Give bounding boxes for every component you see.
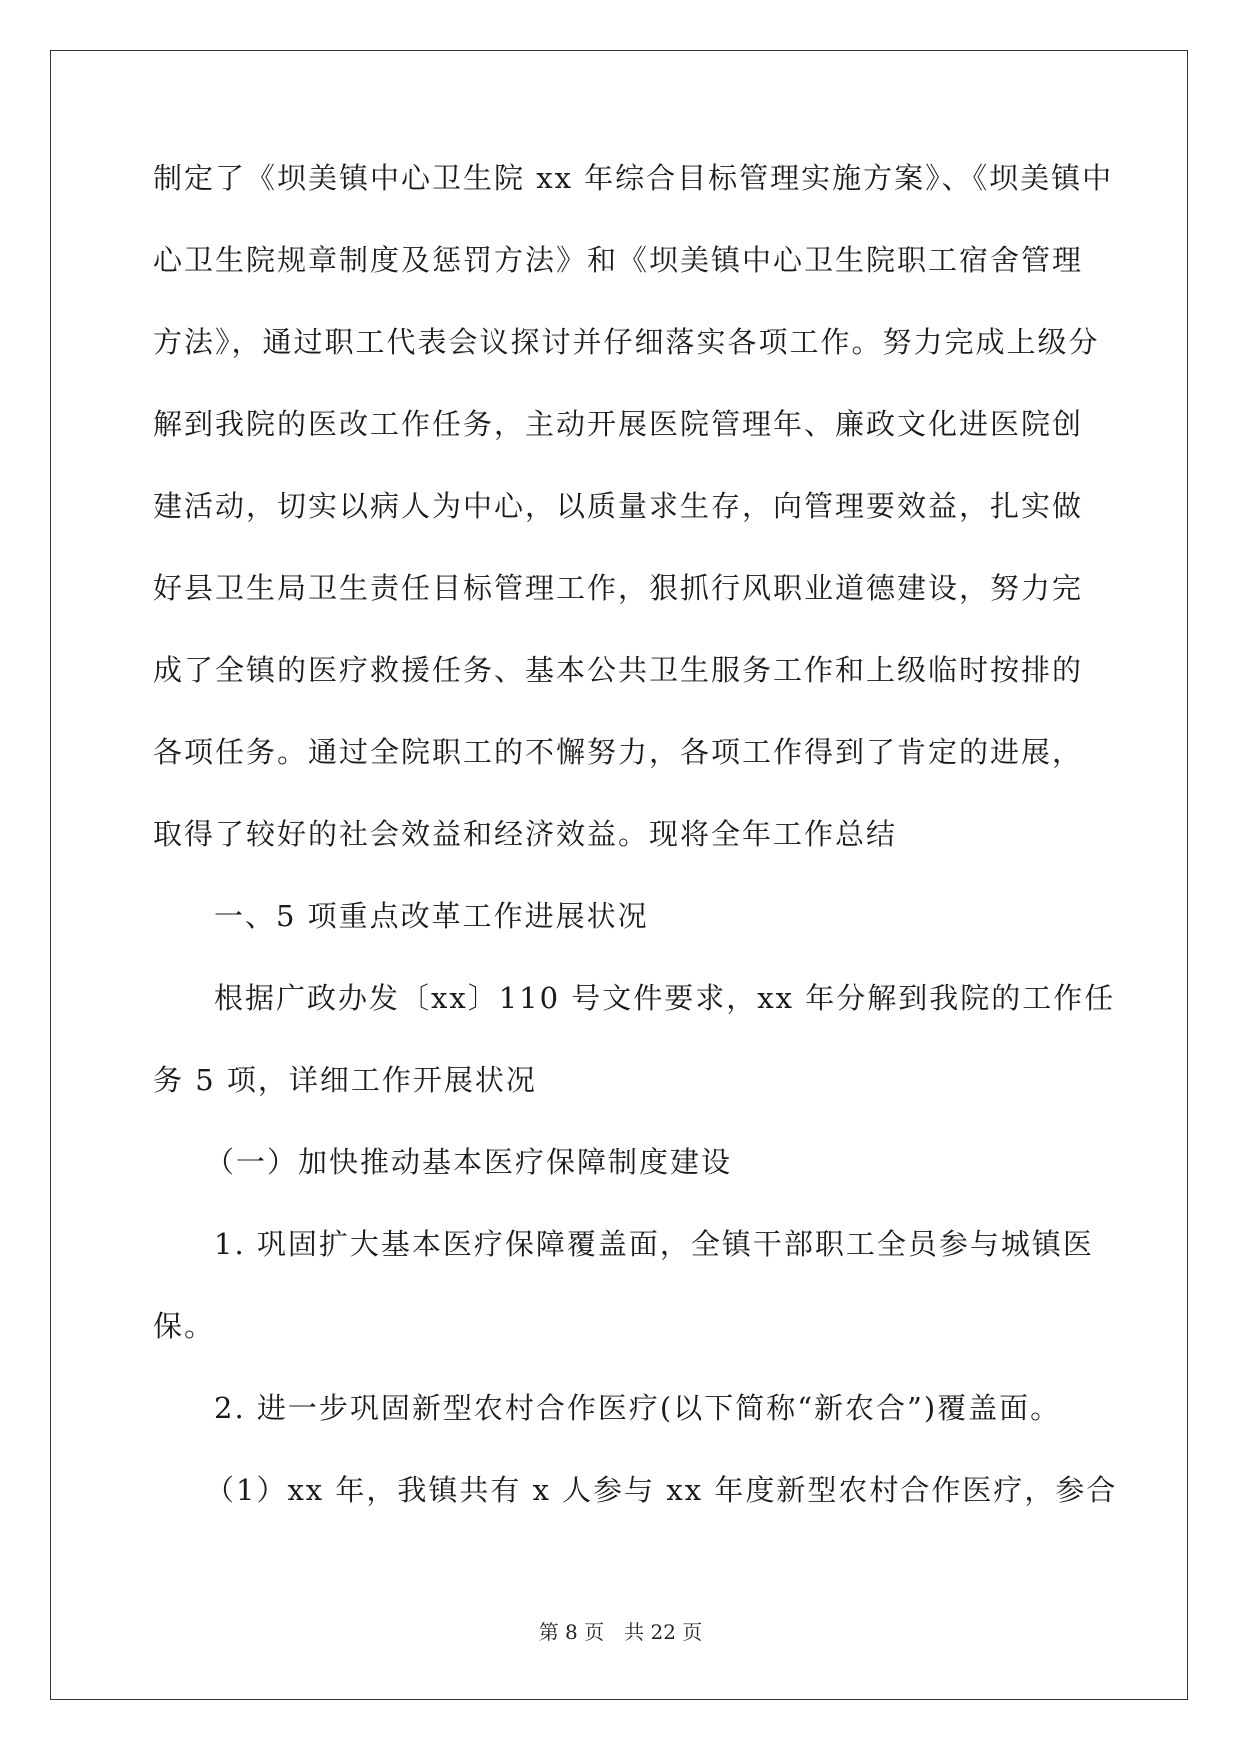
body-line: 方法》，通过职工代表会议探讨并仔细落实各项工作。努力完成上级分 xyxy=(153,325,1100,359)
document-body xyxy=(153,158,1118,1552)
body-line: 根据广政办发〔xx〕110 号文件要求，xx 年分解到我院的工作任 xyxy=(214,981,1116,1015)
body-line: 保。 xyxy=(153,1309,216,1343)
list-item: 1. 巩固扩大基本医疗保障覆盖面，全镇干部职工全员参与城镇医 xyxy=(214,1227,1094,1261)
page-footer xyxy=(0,1620,1241,1644)
body-line: 成了全镇的医疗救援任务、基本公共卫生服务工作和上级临时按排的 xyxy=(153,653,1084,687)
body-line: 建活动，切实以病人为中心，以质量求生存，向管理要效益，扎实做 xyxy=(153,489,1084,523)
subsection-heading: （一）加快推动基本医疗保障制度建设 xyxy=(205,1145,733,1179)
body-line: 务 5 项，详细工作开展状况 xyxy=(153,1063,537,1097)
section-heading: 一、5 项重点改革工作进展状况 xyxy=(214,899,649,933)
body-line: 取得了较好的社会效益和经济效益。现将全年工作总结 xyxy=(153,817,898,851)
body-line: 心卫生院规章制度及惩罚方法》和《坝美镇中心卫生院职工宿舍管理 xyxy=(153,243,1084,277)
body-line: 制定了《坝美镇中心卫生院 xx 年综合目标管理实施方案》、《坝美镇中 xyxy=(153,161,1114,195)
page-total: 共 22 页 xyxy=(624,1620,703,1644)
list-item: 2. 进一步巩固新型农村合作医疗(以下简称“新农合”)覆盖面。 xyxy=(214,1391,1062,1425)
list-item: （1）xx 年，我镇共有 x 人参与 xx 年度新型农村合作医疗，参合 xyxy=(205,1473,1118,1507)
body-line: 各项任务。通过全院职工的不懈努力，各项工作得到了肯定的进展， xyxy=(153,735,1084,769)
body-line: 好县卫生局卫生责任目标管理工作，狠抓行风职业道德建设，努力完 xyxy=(153,571,1084,605)
body-line: 解到我院的医改工作任务，主动开展医院管理年、廉政文化进医院创 xyxy=(153,407,1084,441)
page-number: 第 8 页 xyxy=(538,1620,605,1644)
